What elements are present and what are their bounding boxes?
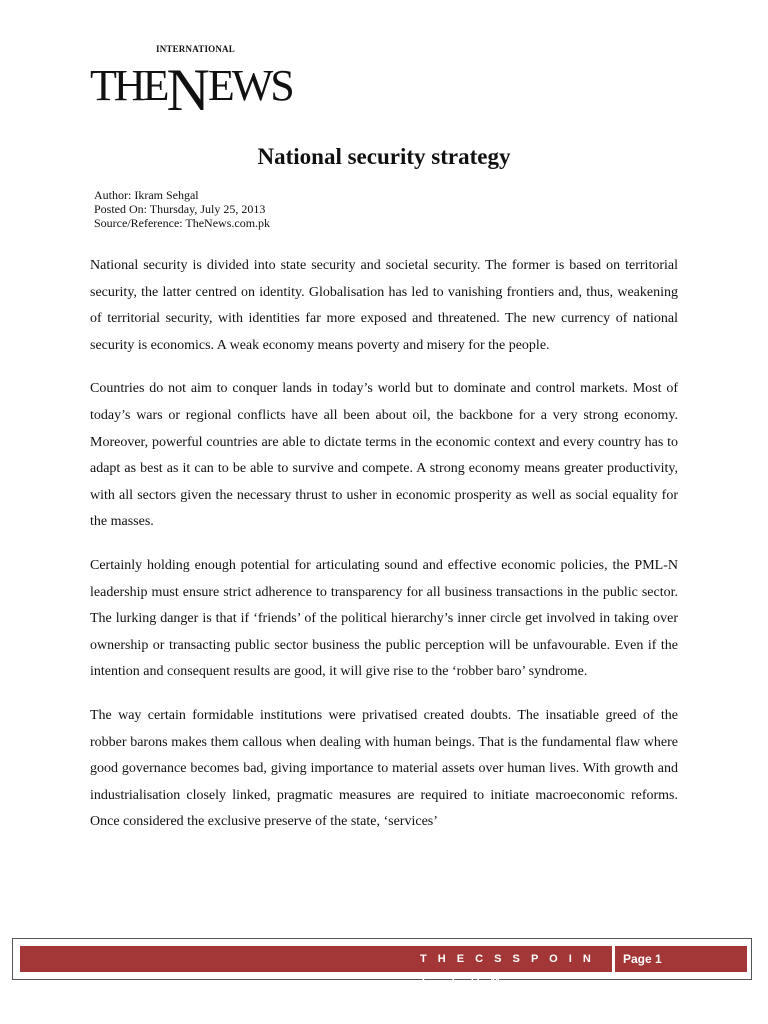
article-title: National security strategy	[257, 144, 511, 169]
article-source: Source/Reference: TheNews.com.pk	[94, 216, 271, 230]
article-paragraph: The way certain formidable institutions were privatised created doubts. The insatiable greed of the robber barons makes them callous when dealing with human beings. That is the fundamental flaw where good governance becomes bad, giving importance to material assets over human lives. With growth and industrialisation closely linked, pragmatic measures are required to initiate macroeconomic reforms. Once considered the exclusive preserve of the state, ‘services’	[90, 707, 678, 830]
logo-n: N	[166, 57, 208, 123]
article-meta	[94, 188, 270, 230]
footer-site-name[interactable]: T H E C S S P O I N T . C O M	[420, 953, 595, 987]
article-posted-on: Posted On: Thursday, July 25, 2013	[94, 202, 266, 216]
article-paragraph: Countries do not aim to conquer lands in today’s world but to dominate and control markets. Most of today’s wars or regional conflicts have all been about oil, the backbone for a very strong economy. Moreover, powerful countries are able to dictate terms in the economic context and every country has to adapt as best as it can to be able to survive and compete. A strong economy means greater productivity, with all sectors given the necessary thrust to usher in economic prosperity as well as social equality for the masses.	[90, 381, 678, 530]
footer-page-number: Page 1	[623, 952, 662, 966]
article-author: Author: Ikram Sehgal	[94, 188, 199, 202]
logo-the: THE	[90, 61, 167, 110]
footer-page-box	[613, 946, 747, 972]
logo-ews: EWS	[207, 61, 292, 110]
article-body	[90, 253, 678, 853]
article-paragraph: National security is divided into state security and societal security. The former is based on territorial security, the latter centred on identity. Globalisation has led to vanishing frontiers and, thus, weakening of territorial security, with identities far more exposed and threatened. The new currency of national security is economics. A weak economy means poverty and misery for the people.	[90, 258, 678, 353]
masthead-logo	[90, 50, 292, 123]
newspaper-masthead	[90, 44, 300, 123]
masthead-international-label: INTERNATIONAL	[156, 44, 235, 54]
article-paragraph: Certainly holding enough potential for articulating sound and effective economic policies, the PML-N leadership must ensure strict adherence to transparency for all business transactions in the public sector. The lurking danger is that if ‘friends’ of the political hierarchy’s inner circle get involved in taking over ownership or transacting public sector business the public perception will be unfavourable. Even if the intention and consequent results are good, it will give rise to the ‘robber baro’ syndrome.	[90, 557, 678, 680]
